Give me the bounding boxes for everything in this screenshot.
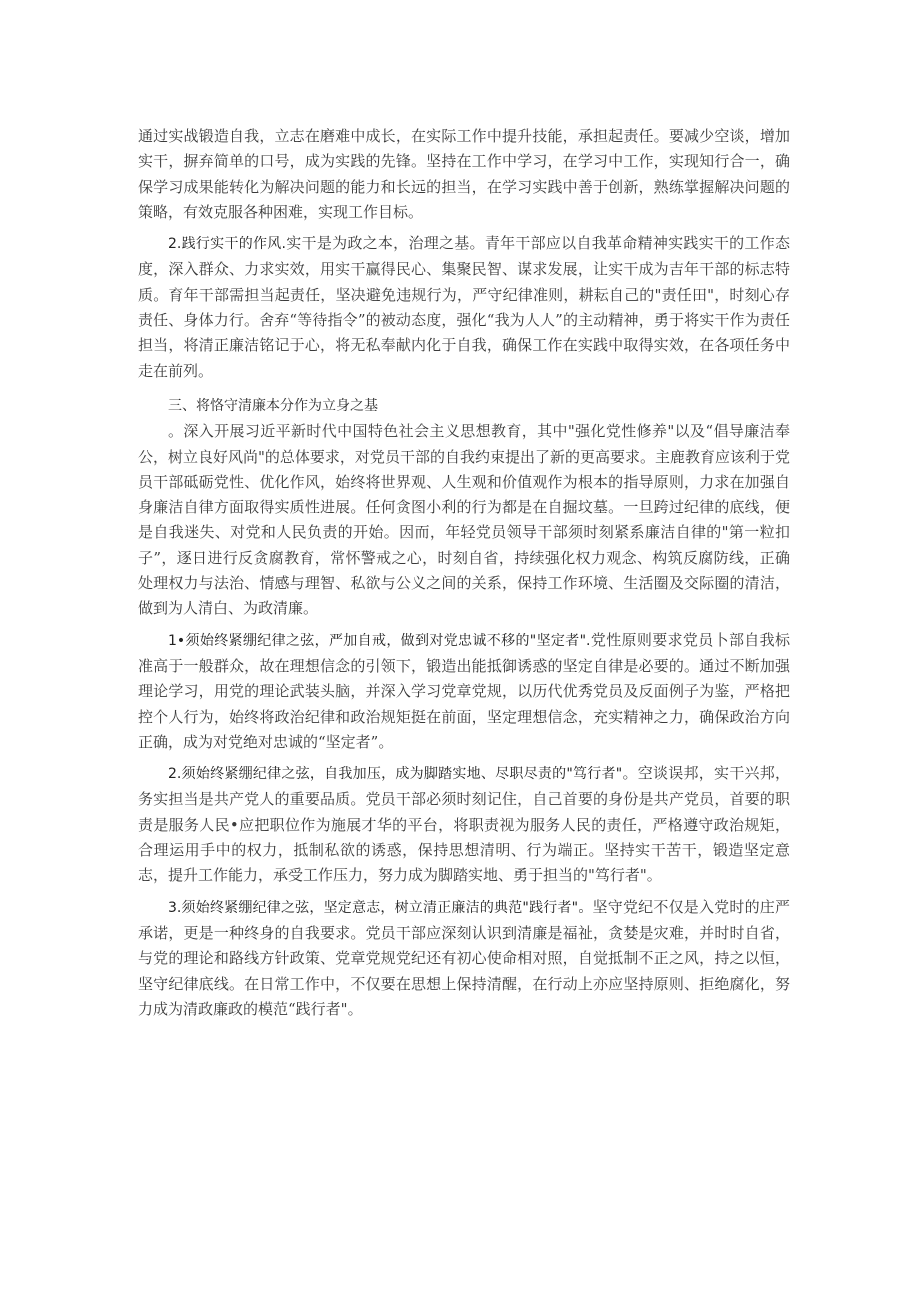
- paragraph-point-1: [138, 628, 790, 755]
- paragraph-lead: 3.须始终紧绷纪律之弦，坚定意志，树立清正廉洁的典范"践行者"。: [168, 899, 593, 916]
- paragraph-lead: 2.须始终紧绷纪律之弦，自我加压，成为脚踏实地、尽职尽责的"笃行者": [168, 766, 623, 783]
- paragraph-text: 坚守党纪不仅是入党时的庄严承诺，更是一种终身的自我要求。党员干部应深刻认识到清廉是福祉，贪婪是灾难，并时时自省，与党的理论和路线方针政策、党章党规党纪还有初心使命相对照，自觉抵制不正之风，持之以恒，坚守纪律底线。在日常工作中，不仅要在思想上保持清醒，在行动上亦应坚持原则、拒绝腐化，努力成为清政廉政的模范“践行者"。: [138, 897, 790, 1018]
- paragraph-text: 党性原则要求党员卜部自我标准高于一般群众，故在理想信念的引领下，锻造出能抵御诱惑的坚定自律是必要的。通过不断加强理论学习，用党的理论武装头脑，并深入学习党章党规，以历代优秀党员及反面例子为鉴，严格把控个人行为，始终将政治纪律和政治规矩挺在前面，坚定理想信念，充实精神之力，确保政治方向正确，成为对党绝对忠诚的“坚定者”。: [138, 630, 790, 751]
- paragraph-text: 实干是为政之本，治理之基。青年干部应以自我革命精神实践实干的工作态度，深入群众、力求实效，用实干赢得民心、集聚民智、谋求发展，让实干成为吉年干部的标志特质。育年干部需担当起责任，坚决避免违规行为，严守纪律准则，耕耘自己的"责任田"，时刻心存责任、身体力行。舍弃“等待指令”的被动态度，强化“我为人人”的主动精神，勇于将实干作为责任担当，将清正廉洁铭记于心，将无私奉献内化于自我，确保工作在实践中取得实效，在各项任务中走在前列。: [138, 234, 790, 380]
- paragraph-point-2: [138, 761, 790, 888]
- paragraph-text: 。深入开展习近平新时代中国特色社会主义思想教育，其中"强化党性修养"以及“倡导廉洁奉公，树立良好风尚"的总体要求，对党员干部的自我约束提出了新的更高要求。主鹿教育应该利于党员干部砥砺党性、优化作风，始终将世界观、人生观和价值观作为根本的指导原则，力求在加强自身廉洁自律方面取得实质性进展。任何贪图小利的行为都是在自掘坟墓。一旦跨过纪律的底线，便是自我迷失、对党和人民负责的开始。因而，年轻党员领导干部须时刻紧系廉洁自律的"第一粒扣子”，逐日进行反贪腐教育，常怀警戒之心，时刻自省，持续强化权力观念、构筑反腐防线，正确处理权力与法治、情感与理智、私欲与公义之间的关系，保持工作环境、生活圈及交际圈的清洁，做到为人清白、为政清廉。: [138, 422, 790, 618]
- paragraph-practice-style: [138, 231, 790, 384]
- paragraph-text: 通过实战锻造自我，立志在磨难中成长，在实际工作中提升技能，承担起责任。要减少空谈，增加实干，摒弃简单的口号，成为实践的先锋。坚持在工作中学习，在学习中工作，实现知行合一，确保学习成果能转化为解决问题的能力和长远的担当，在学习实践中善于创新，熟练掌握解决问题的策略，有效克服各种困难，实现工作目标。: [138, 127, 790, 221]
- paragraph-lead: 1•须始终紧绷纪律之弦，严加自戒，做到对党忠诚不移的"坚定者".: [168, 632, 591, 649]
- paragraph-text: 。空谈误邦，实干兴邦，务实担当是共产党人的重要品质。党员干部必须时刻记住，自己首要的身份是共产党员，首要的职责是服务人民•应把职位作为施展才华的平台，将职责视为服务人民的责任，严格遵守政治规矩，合理运用手中的权力，抵制私欲的诱惑，保持思想清明、行为端正。坚持实干苦干，锻造坚定意志，提升工作能力，承受工作压力，努力成为脚踏实地、勇于担当的"笃行者"。: [138, 764, 790, 885]
- document-page: [138, 124, 790, 1022]
- paragraph-continuation: [138, 124, 790, 225]
- paragraph-point-3: [138, 895, 790, 1022]
- paragraph-lead: 2.践行实干的作风.: [168, 236, 286, 253]
- paragraph-section-intro: [138, 419, 790, 621]
- section-heading: 三、将恪守清廉本分作为立身之基: [168, 397, 378, 414]
